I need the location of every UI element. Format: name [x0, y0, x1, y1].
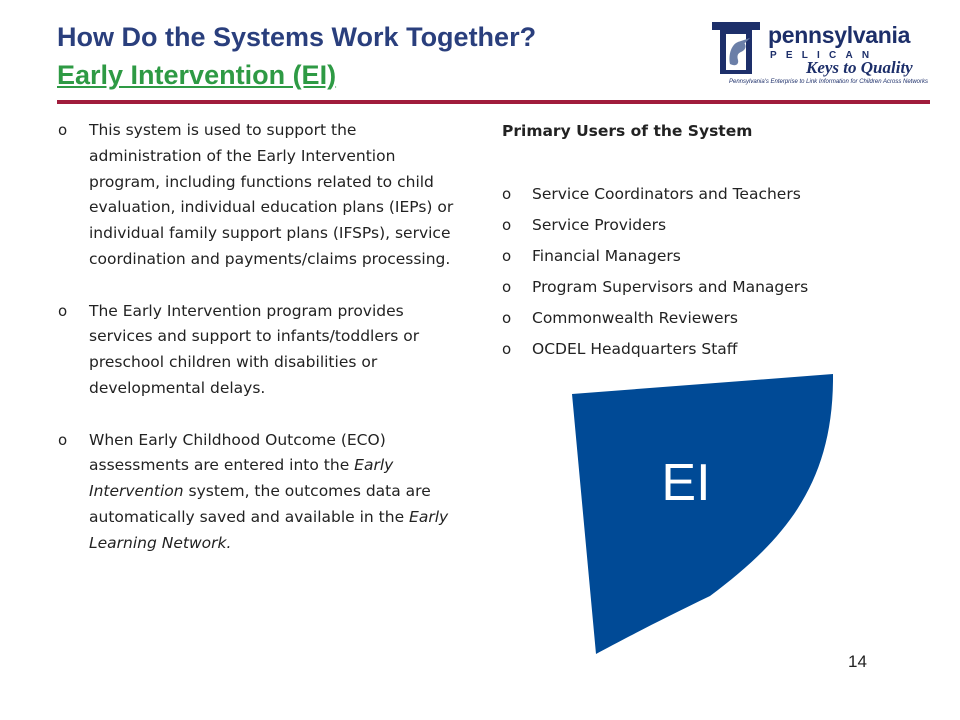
list-item: [58, 299, 468, 402]
list-item: [502, 179, 922, 210]
bullet-icon: o: [58, 121, 68, 139]
ei-segment-label: EI: [661, 454, 711, 512]
list-item-text: Program Supervisors and Managers: [532, 278, 809, 296]
keystone-pelican-icon: [708, 20, 764, 78]
description-list: [58, 118, 468, 582]
list-item: [58, 428, 468, 557]
header-divider: [57, 100, 930, 104]
logo-wordmark: pennsylvania: [768, 22, 911, 48]
bullet-icon: o: [502, 247, 512, 265]
bullet-icon: o: [502, 309, 512, 327]
title-subtitle-link[interactable]: Early Intervention (EI): [57, 60, 337, 90]
slide-title: [57, 18, 697, 94]
list-item-text: Financial Managers: [532, 247, 681, 265]
list-item-text: The Early Intervention program provides services and support to infants/toddlers or preschool children with disabilities or developmental delays.: [89, 301, 420, 397]
ei-segment-fill: [572, 374, 833, 654]
page-number: 14: [848, 652, 867, 671]
list-item-text: Service Coordinators and Teachers: [532, 185, 801, 203]
list-item: [502, 210, 922, 241]
users-list: [502, 179, 922, 365]
bullet-icon: o: [58, 430, 68, 449]
bullet-icon: o: [502, 185, 512, 203]
users-heading: Primary Users of the System: [502, 122, 753, 140]
bullet-icon: o: [502, 340, 512, 358]
bullet-icon: o: [502, 278, 512, 296]
ei-segment-shape: [560, 368, 840, 658]
title-main: How Do the Systems Work Together?: [57, 22, 537, 52]
list-item-text: Service Providers: [532, 216, 667, 234]
list-item-text: When Early Childhood Outcome (ECO) assessments are entered into the Early Intervention system, the outcomes data are automatically saved and available in the Early Learning Network.: [89, 430, 449, 552]
logo-tagline-small: Pennsylvania's Enterprise to Link Information for Children Across Networks: [728, 79, 928, 85]
bullet-icon: o: [58, 301, 68, 320]
logo-tagline-main: Keys to Quality: [806, 58, 913, 77]
list-item-text: This system is used to support the administration of the Early Intervention program, including functions related to child evaluation, individual education plans (IEPs) or individual family support plans (IFSPs), service coordination and payments/claims processing.: [89, 121, 454, 268]
list-item-text: Commonwealth Reviewers: [532, 309, 738, 327]
list-item: [502, 241, 922, 272]
users-section: [502, 118, 922, 365]
list-item-text: OCDEL Headquarters Staff: [532, 340, 738, 358]
list-item: [502, 303, 922, 334]
list-item: [502, 334, 922, 365]
pelican-logo: [708, 20, 928, 90]
list-item: [58, 118, 468, 273]
logo-subword: PELICAN: [770, 50, 879, 61]
bullet-icon: o: [502, 216, 512, 234]
list-item: [502, 272, 922, 303]
